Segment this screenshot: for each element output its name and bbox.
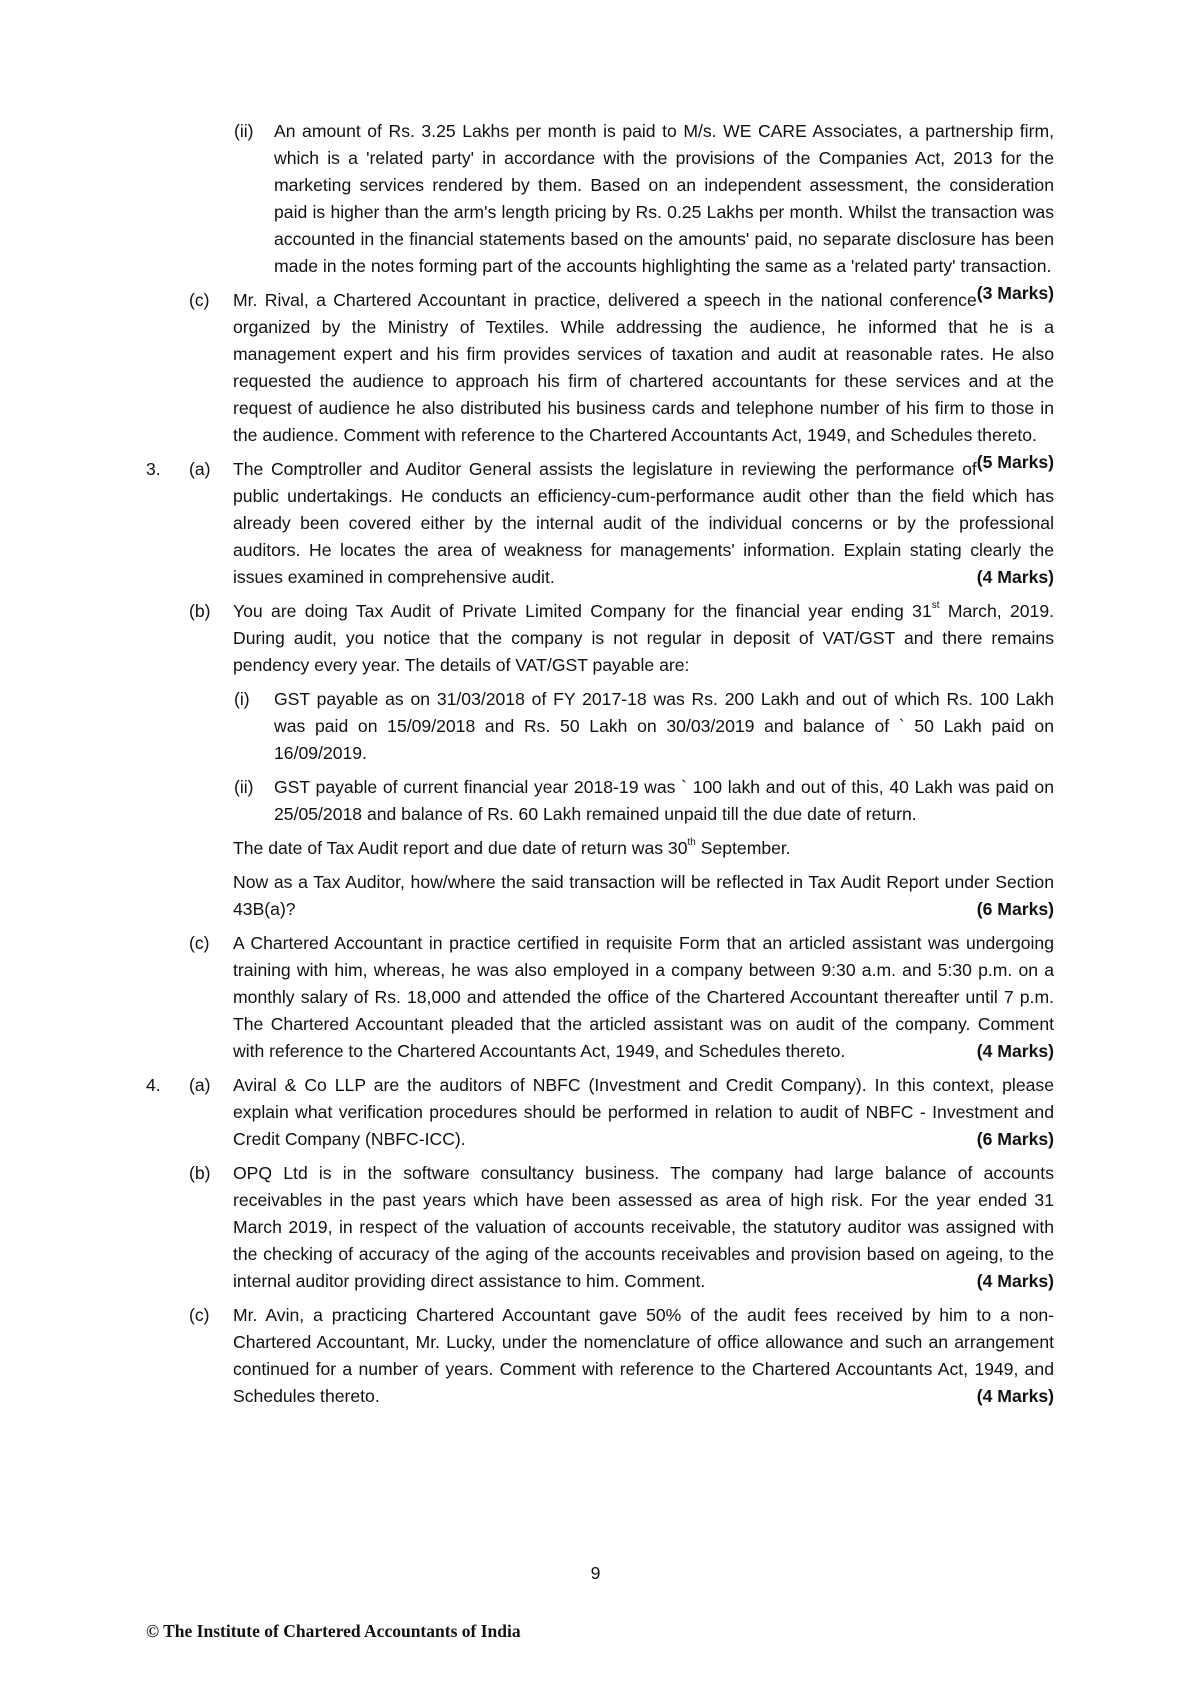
question-number: 3.: [146, 459, 161, 479]
question-text: You are doing Tax Audit of Private Limited Company for the financial year ending 31: [233, 601, 932, 621]
question-content: [0, 118, 1191, 1417]
part-label: (c): [189, 1305, 210, 1325]
part-label: (a): [189, 1075, 211, 1095]
sub-item-label: (ii): [234, 121, 254, 141]
question-3b: [0, 598, 1191, 679]
question-text: The date of Tax Audit report and due date of return was 30: [233, 838, 688, 858]
question-text: Mr. Avin, a practicing Chartered Accountant gave 50% of the audit fees received by him to a non-Chartered Accountant, Mr. Lucky, under the nomenclature of office allowance and such an arrangement continued for a number of years. Comment with reference to the Chartered Accountants Act, 1949, and Schedules thereto.: [233, 1305, 1054, 1406]
marks-label: (5 Marks): [976, 452, 1054, 472]
question-4c: [0, 1302, 1191, 1410]
question-4b: [0, 1160, 1191, 1295]
ordinal-suffix: st: [931, 600, 940, 612]
part-label: (c): [189, 933, 210, 953]
question-4a: [0, 1072, 1191, 1153]
question-text: An amount of Rs. 3.25 Lakhs per month is paid to M/s. WE CARE Associates, a partnership firm, which is a 'related party' in accordance with the provisions of the Companies Act, 2013 for the marketing services rendered by them. Based on an independent assessment, the consideration paid is higher than the arm's length pricing by Rs. 0.25 Lakhs per month. Whilst the transaction was accounted in the financial statements based on the amounts' paid, no separate disclosure has been made in the notes forming part of the accounts highlighting the same as a 'related party' transaction.: [274, 121, 1054, 276]
sub-item-label: (i): [234, 689, 250, 709]
question-3b-ii: [0, 774, 1191, 828]
sub-item-label: (ii): [234, 777, 254, 797]
question-number: 4.: [146, 1075, 161, 1095]
part-label: (a): [189, 459, 211, 479]
question-3a: [0, 456, 1191, 591]
marks-label: (4 Marks): [976, 1386, 1054, 1406]
copyright-footer: © The Institute of Chartered Accountants of India: [146, 1621, 521, 1641]
question-2c: [0, 287, 1191, 472]
marks-label: (6 Marks): [976, 899, 1054, 919]
question-text: The Comptroller and Auditor General assists the legislature in reviewing the performance of public undertakings. He conducts an efficiency-cum-performance audit other than the field which has already been covered either by the internal audit of the individual concerns or by the professional auditors. He locates the area of weakness for managements' information. Explain stating clearly the issues examined in comprehensive audit.: [233, 459, 1054, 587]
part-label: (b): [189, 1163, 211, 1183]
question-text: Now as a Tax Auditor, how/where the said transaction will be reflected in Tax Audit Report under Section 43B(a)?: [233, 872, 1054, 919]
part-label: (b): [189, 601, 211, 621]
question-text: A Chartered Accountant in practice certified in requisite Form that an articled assistant was undergoing training with him, whereas, he was also employed in a company between 9:30 a.m. and 5:30 p.m. on a monthly salary of Rs. 18,000 and attended the office of the Chartered Accountant thereafter until 7 p.m. The Chartered Accountant pleaded that the articled assistant was on audit of the company. Comment with reference to the Chartered Accountants Act, 1949, and Schedules thereto.: [233, 933, 1054, 1061]
ordinal-suffix: th: [687, 837, 696, 849]
question-2b-ii: [0, 118, 1191, 303]
marks-label: (4 Marks): [976, 1271, 1054, 1291]
page-number: 9: [590, 1563, 601, 1583]
question-3b-date-note: [0, 835, 1191, 862]
question-3b-ask: [0, 869, 1191, 923]
question-text: Mr. Rival, a Chartered Accountant in practice, delivered a speech in the national conference organized by the Ministry of Textiles. While addressing the audience, he informed that he is a management expert and his firm provides services of taxation and audit at reasonable rates. He also requested the audience to approach his firm of chartered accountants for these services and at the request of audience he also distributed his business cards and telephone number of his firm to those in the audience. Comment with reference to the Chartered Accountants Act, 1949, and Schedules thereto.: [233, 290, 1054, 445]
marks-label: (4 Marks): [976, 1041, 1054, 1061]
question-text-cont: March, 2019. During audit, you notice that the company is not regular in deposit of VAT/GST and there remains pendency every year. The details of VAT/GST payable are:: [233, 601, 1054, 675]
question-text: OPQ Ltd is in the software consultancy business. The company had large balance of accounts receivables in the past years which have been assessed as area of high risk. For the year ended 31 March 2019, in respect of the valuation of accounts receivable, the statutory auditor was assigned with the checking of accuracy of the aging of the accounts receivables and provision based on ageing, to the internal auditor providing direct assistance to him. Comment.: [233, 1163, 1054, 1291]
question-text: GST payable as on 31/03/2018 of FY 2017-18 was Rs. 200 Lakh and out of which Rs. 100 Lakh was paid on 15/09/2018 and Rs. 50 Lakh on 30/03/2019 and balance of ` 50 Lakh paid on 16/09/2019.: [274, 689, 1054, 763]
question-3c: [0, 930, 1191, 1065]
question-text: Aviral & Co LLP are the auditors of NBFC (Investment and Credit Company). In this context, please explain what verification procedures should be performed in relation to audit of NBFC - Investment and Credit Company (NBFC-ICC).: [233, 1075, 1054, 1149]
part-label: (c): [189, 290, 210, 310]
question-text-cont: September.: [695, 838, 791, 858]
question-3b-i: [0, 686, 1191, 767]
question-text: GST payable of current financial year 2018-19 was ` 100 lakh and out of this, 40 Lakh was paid on 25/05/2018 and balance of Rs. 60 Lakh remained unpaid till the due date of return.: [274, 777, 1054, 824]
marks-label: (6 Marks): [976, 1129, 1054, 1149]
marks-label: (3 Marks): [976, 283, 1054, 303]
marks-label: (4 Marks): [976, 567, 1054, 587]
